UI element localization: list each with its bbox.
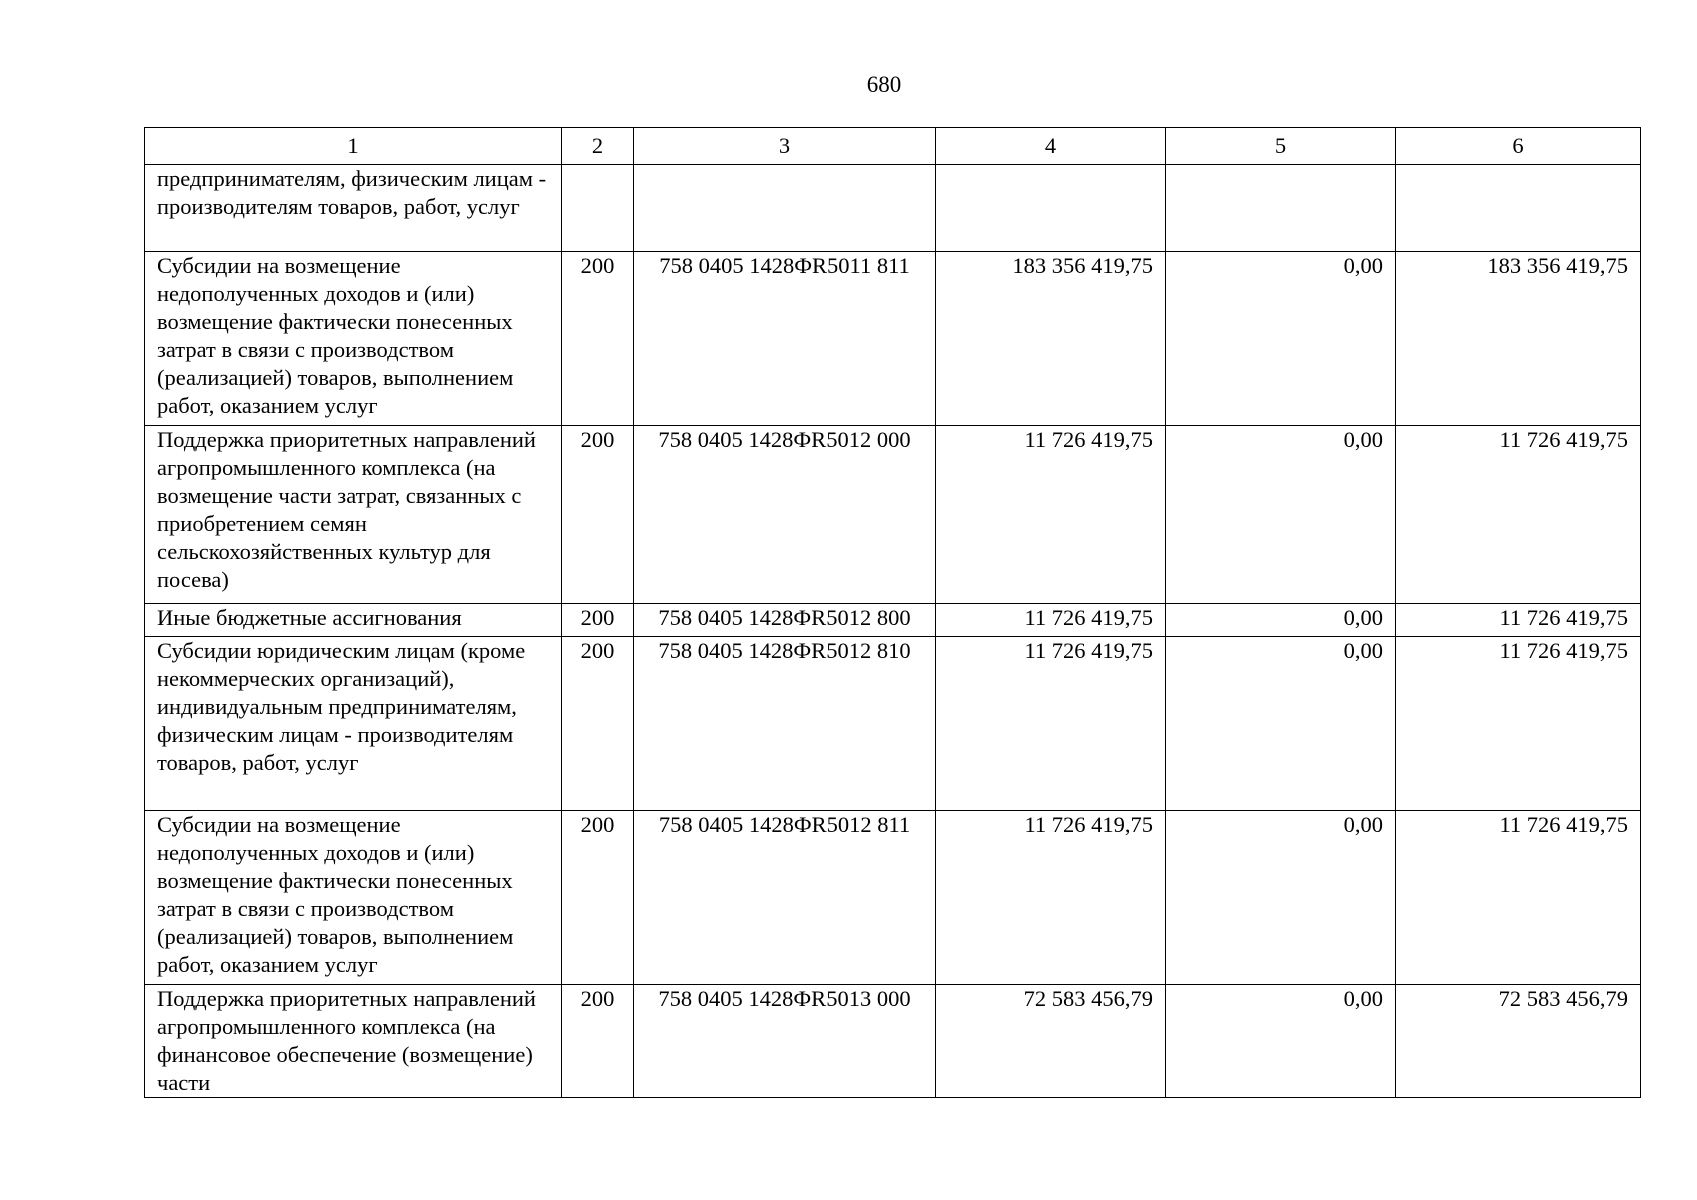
row-code-cell: 200 [562, 637, 634, 811]
row-code-cell: 200 [562, 426, 634, 604]
column-header: 5 [1166, 128, 1396, 165]
table-row [145, 811, 1641, 985]
row-code-cell [562, 165, 634, 252]
row-col4-cell: 11 726 419,75 [936, 811, 1166, 985]
table-row [145, 165, 1641, 252]
row-name-cell: Субсидии на возмещение недополученных доходов и (или) возмещение фактически понесенных затрат в связи с производством (реализацией) товаров, выполнением работ, оказанием услуг [145, 252, 562, 426]
row-classification-cell: 758 0405 1428ФR5012 811 [634, 811, 936, 985]
row-col5-cell: 0,00 [1166, 637, 1396, 811]
row-col6-cell [1396, 165, 1641, 252]
budget-table [144, 127, 1641, 1098]
table-row [145, 985, 1641, 1098]
column-header: 2 [562, 128, 634, 165]
row-name-cell: Субсидии юридическим лицам (кроме некоммерческих организаций), индивидуальным предпринимателям, физическим лицам - производителям товаров, работ, услуг [145, 637, 562, 811]
row-classification-cell: 758 0405 1428ФR5011 811 [634, 252, 936, 426]
row-col6-cell: 183 356 419,75 [1396, 252, 1641, 426]
row-col4-cell [936, 165, 1166, 252]
row-col6-cell: 11 726 419,75 [1396, 426, 1641, 604]
row-col4-cell: 11 726 419,75 [936, 426, 1166, 604]
row-col6-cell: 11 726 419,75 [1396, 604, 1641, 637]
page-number: 680 [866, 72, 902, 97]
row-classification-cell: 758 0405 1428ФR5012 810 [634, 637, 936, 811]
row-col5-cell: 0,00 [1166, 252, 1396, 426]
row-classification-cell: 758 0405 1428ФR5012 000 [634, 426, 936, 604]
table-header-row [145, 128, 1641, 165]
row-name-cell: Субсидии на возмещение недополученных доходов и (или) возмещение фактически понесенных затрат в связи с производством (реализацией) товаров, выполнением работ, оказанием услуг [145, 811, 562, 985]
row-col4-cell: 11 726 419,75 [936, 604, 1166, 637]
column-header: 3 [634, 128, 936, 165]
row-name-cell: Иные бюджетные ассигнования [145, 604, 562, 637]
row-col6-cell: 11 726 419,75 [1396, 811, 1641, 985]
row-classification-cell: 758 0405 1428ФR5012 800 [634, 604, 936, 637]
row-name-cell: предпринимателям, физическим лицам - производителям товаров, работ, услуг [145, 165, 562, 252]
row-code-cell: 200 [562, 985, 634, 1098]
row-col5-cell: 0,00 [1166, 604, 1396, 637]
column-header: 6 [1396, 128, 1641, 165]
row-col6-cell: 11 726 419,75 [1396, 637, 1641, 811]
row-col5-cell: 0,00 [1166, 811, 1396, 985]
row-col4-cell: 72 583 456,79 [936, 985, 1166, 1098]
row-col6-cell: 72 583 456,79 [1396, 985, 1641, 1098]
row-classification-cell [634, 165, 936, 252]
row-code-cell: 200 [562, 252, 634, 426]
table-row [145, 426, 1641, 604]
row-col5-cell [1166, 165, 1396, 252]
row-code-cell: 200 [562, 811, 634, 985]
row-col4-cell: 183 356 419,75 [936, 252, 1166, 426]
row-col5-cell: 0,00 [1166, 985, 1396, 1098]
row-name-cell: Поддержка приоритетных направлений агропромышленного комплекса (на финансовое обеспечение (возмещение) части [145, 985, 562, 1098]
row-code-cell: 200 [562, 604, 634, 637]
table-row [145, 252, 1641, 426]
row-col4-cell: 11 726 419,75 [936, 637, 1166, 811]
table-row [145, 637, 1641, 811]
row-classification-cell: 758 0405 1428ФR5013 000 [634, 985, 936, 1098]
row-col5-cell: 0,00 [1166, 426, 1396, 604]
row-name-cell: Поддержка приоритетных направлений агропромышленного комплекса (на возмещение части затрат, связанных с приобретением семян сельскохозяйственных культур для посева) [145, 426, 562, 604]
table-row [145, 604, 1641, 637]
column-header: 4 [936, 128, 1166, 165]
column-header: 1 [145, 128, 562, 165]
